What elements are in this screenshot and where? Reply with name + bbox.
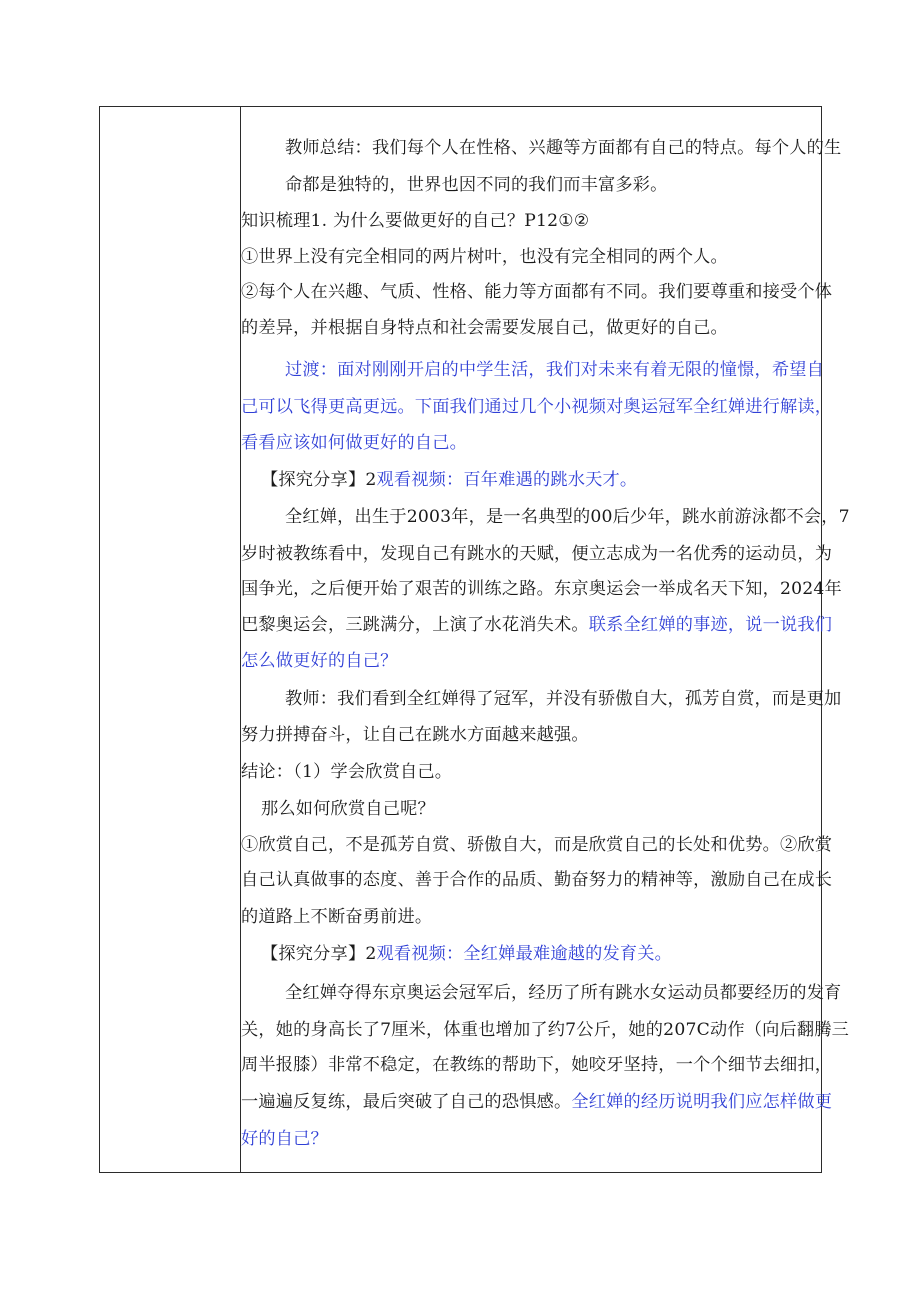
text-line: 己可以飞得更高更远。下面我们通过几个小视频对奥运冠军全红婵进行解读， bbox=[241, 397, 833, 417]
text-line: 那么如何欣赏自己呢？ bbox=[261, 799, 435, 819]
text-line: 岁时被教练看中，发现自己有跳水的天赋，便立志成为一名优秀的运动员，为 bbox=[241, 544, 833, 564]
text-line: 看看应该如何做更好的自己。 bbox=[241, 433, 468, 453]
text-line: 关，她的身高长了7厘米，体重也增加了约7公斤，她的207C动作（向后翻腾三 bbox=[241, 1020, 850, 1040]
text-line: 教师：我们看到全红婵得了冠军，并没有骄傲自大，孤芳自赏，而是更加 bbox=[285, 689, 842, 709]
text-line: 命都是独特的，世界也因不同的我们而丰富多彩。 bbox=[285, 175, 668, 195]
text-line: ①世界上没有完全相同的两片树叶，也没有完全相同的两个人。 bbox=[241, 247, 728, 267]
text-line: 知识梳理1. 为什么要做更好的自己？P12①② bbox=[241, 211, 590, 231]
text-line: ①欣赏自己，不是孤芳自赏、骄傲自大，而是欣赏自己的长处和优势。②欣赏 bbox=[241, 835, 833, 855]
table-left-cell bbox=[100, 107, 241, 1172]
text-line: 全红婵夺得东京奥运会冠军后，经历了所有跳水女运动员都要经历的发育 bbox=[285, 983, 842, 1003]
text-line: 一遍遍反复练，最后突破了自己的恐惧感。全红婵的经历说明我们应怎样做更 bbox=[241, 1092, 833, 1112]
text-line: 怎么做更好的自己？ bbox=[241, 651, 398, 671]
text-line: ②每个人在兴趣、气质、性格、能力等方面都有不同。我们要尊重和接受个体 bbox=[241, 282, 833, 302]
text-line: 过渡：面对刚刚开启的中学生活，我们对未来有着无限的憧憬，希望自 bbox=[285, 360, 825, 380]
text-line: 全红婵，出生于2003年，是一名典型的00后少年，跳水前游泳都不会，7 bbox=[285, 507, 850, 527]
text-line: 的道路上不断奋勇前进。 bbox=[241, 907, 433, 927]
text-line: 周半报膝）非常不稳定，在教练的帮助下，她咬牙坚持，一个个细节去细扣， bbox=[241, 1055, 833, 1075]
text-line: 好的自己？ bbox=[241, 1129, 328, 1149]
lesson-table bbox=[99, 106, 850, 1173]
text-line: 的差异，并根据自身特点和社会需要发展自己，做更好的自己。 bbox=[241, 318, 728, 338]
text-line: 结论：（1）学会欣赏自己。 bbox=[241, 762, 453, 782]
text-line: 教师总结：我们每个人在性格、兴趣等方面都有自己的特点。每个人的生 bbox=[285, 138, 842, 158]
text-line: 国争光，之后便开始了艰苦的训练之路。东京奥运会一举成名天下知，2024年 bbox=[241, 579, 842, 599]
text-line: 自己认真做事的态度、善于合作的品质、勤奋努力的精神等，激励自己在成长 bbox=[241, 870, 833, 890]
text-line: 巴黎奥运会，三跳满分，上演了水花消失术。联系全红婵的事迹，说一说我们 bbox=[241, 615, 833, 635]
table-right-cell bbox=[241, 107, 850, 1172]
section-heading: 【探究分享】2观看视频：全红婵最难逾越的发育关。 bbox=[261, 944, 673, 964]
text-line: 努力拼搏奋斗，让自己在跳水方面越来越强。 bbox=[241, 725, 589, 745]
section-heading: 【探究分享】2观看视频：百年难遇的跳水天才。 bbox=[261, 470, 638, 490]
